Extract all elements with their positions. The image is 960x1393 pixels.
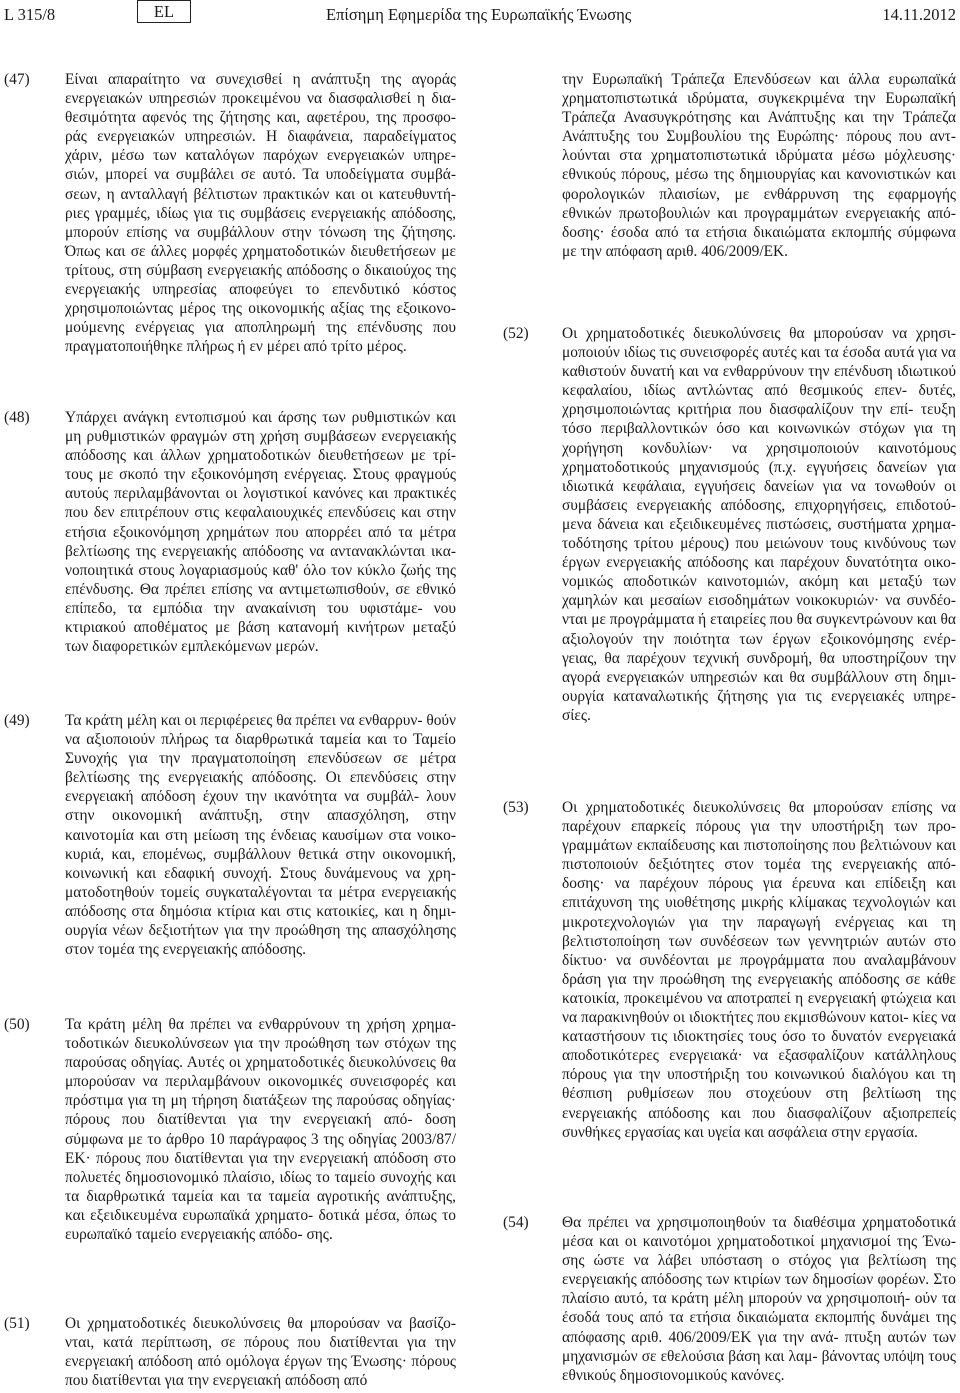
recital-text: Υπάρχει ανάγκη εντοπισμού και άρσης των ρυθμιστικών και μη ρυθμιστικών φραγμών στη χρήση συμβάσεων ενεργειακής απόδοσης και άλλων χρηματοδοτικών διευθετήσεων με τρί- τους με σκοπό την εξοικονόμηση ενέργειας. Στους φραγμούς αυτούς περιλαμβάνονται οι λογιστικοί κανόνες και πρακτικές που δεν επιτρέπουν στις κεφαλαιουχικές επενδύσεις και στην ετήσια εξοικονόμηση χρημάτων που απορρέει από τα μέτρα βελτίωσης της ενεργειακής απόδοσης να αντανακλώνται ικα- νοποιητικά στους λογαριασμούς καθ' όλο τον κύκλο ζωής της επένδυσης. Θα πρέπει επίσης να αντιμετωπισθούν, σε εθνικό επίπεδο, τα εμπόδια την ανακαίνιση του υφιστάμε- νου κτιριακού αποθέματος με βάση κατανομή κινήτρων μεταξύ των διαφορετικών εμπλεκόμενων μερών. <box>65 409 456 656</box>
recital-51 <box>4 1314 456 1390</box>
recital-text: Τα κράτη μέλη θα πρέπει να ενθαρρύνουν τη χρήση χρημα- τοδοτικών διευκολύνσεων για την προώθηση των στόχων της παρούσας οδηγίας. Αυτές οι χρηματοδοτικές διευκολύνσεις θα μπορούσαν να περιλαμβάνουν οικονομικές συνεισφορές και πρόστιμα για τη μη τήρηση διατάξεων της παρούσας οδηγίας· πόρους που διατίθενται για την ενεργειακή από- δοση σύμφωνα με το άρθρο 10 παράγραφος 3 της οδηγίας 2003/87/ΕΚ· πόρους που διατίθενται για την ενεργειακή απόδοση στο πολυετές δημοσιονομικό πλαίσιο, ιδίως το ταμείο συνοχής και τα διαρθρωτικά ταμεία και τα ταμεία αγροτικής ανάπτυξης, και εξειδικευμένα ευρωπαϊκά χρηματο- δοτικά μέσα, όπως το ευρωπαϊκό ταμείο ενεργειακής απόδο- σης. <box>65 1016 456 1244</box>
recital-53 <box>503 798 956 1142</box>
recital-48 <box>4 408 456 656</box>
recital-text: την Ευρωπαϊκή Τράπεζα Επενδύσεων και άλλα ευρωπαϊκά χρηματοπιστωτικά ιδρύματα, συγκεκριμένα την Ευρωπαϊκή Τράπεζα Ανασυγκρότησης και Ανάπτυξης και την Τράπεζα Ανάπτυξης του Συμβουλίου της Ευρώπης· πόρους που αντ- λούνται στα χρηματοπιστωτικά ιδρύματα μέσω μόχλευσης· εθνικούς πόρους, μέσω της δημιουργίας και κανονιστικών και φορολογικών πλαισίων, με ενθάρρυνση της εφαρμογής εθνικών πρωτοβουλιών και προγραμμάτων ενεργειακής από- δοσης· έσοδα από τα ετήσια δικαιώματα εκπομπής σύμφωνα με την απόφαση αριθ. 406/2009/ΕΚ. <box>562 71 956 260</box>
recital-54 <box>503 1213 956 1385</box>
page-number: L 315/8 <box>4 5 56 24</box>
recital-number: (47) <box>4 71 30 88</box>
recital-number: (52) <box>503 325 529 342</box>
recital-47 <box>4 70 456 356</box>
recital-text: Είναι απαραίτητο να συνεχισθεί η ανάπτυξη της αγοράς ενεργειακών υπηρεσιών προκειμένου να διασφαλισθεί η δια- θεσιμότητα αφενός της ζήτησης και, αφετέρου, της προσφο- ράς ενεργειακών υπηρεσιών. Η διαφάνεια, παραδείγματος χάριν, μέσω των καταλόγων παρόχων ενεργειακών υπηρε- σιών, μπορεί να συμβάλει σε αυτό. Τα υποδείγματα συμβά- σεων, η ανταλλαγή βέλτιστων πρακτικών και οι κατευθυντή- ριες γραμμές, ιδίως για τις συμβάσεις ενεργειακής απόδοσης, μπορούν επίσης να συμβάλλουν στην τόνωση της ζήτησης. Όπως και σε άλλες μορφές χρηματοδοτικών διευθετήσεων με τρίτους, στη σύμβαση ενεργειακής απόδοσης ο δικαιούχος της ενεργειακής υπηρεσίας αποφεύγει το επενδυτικό κόστος χρησιμοποιώντας μέρος της οικονομικής αξίας της εξοικονο- μούμενης ενέργειας για αποπληρωμή της επένδυσης που πραγματοποιήθηκε πλήρως ή εν μέρει από τρίτο μέρος. <box>65 71 456 356</box>
recital-text: Θα πρέπει να χρησιμοποιηθούν τα διαθέσιμα χρηματοδοτικά μέσα και οι καινοτόμοι χρηματοδοτικοί μηχανισμοί της Ένω- σης ώστε να λάβει υπόσταση ο στόχος για βελτίωση της ενεργειακής απόδοσης των κτιρίων των δημοσίων φορέων. Στο πλαίσιο αυτό, τα κράτη μέλη μπορούν να χρησιμοποιή- ούν τα έσοδά τους από τα ετήσια δικαιώματα εκπομπής δυνάμει της απόφασης αριθ. 406/2009/ΕΚ για την ανά- πτυξη αυτών των μηχανισμών σε εθελούσια βάση και λαμ- βάνοντας υπόψη τους εθνικούς δημοσιονομικούς κανόνες. <box>562 1214 956 1384</box>
recital-number: (51) <box>4 1315 30 1332</box>
language-code-box: EL <box>137 0 191 23</box>
recital-text: Οι χρηματοδοτικές διευκολύνσεις θα μπορούσαν να βασίζο- νται, κατά περίπτωση, σε πόρους που διατίθενται για την ενεργειακή απόδοση από ομόλογα έργων της Ένωσης· πόρους που διατίθενται για την ενεργειακή απόδοση από <box>65 1315 456 1390</box>
recital-number: (48) <box>4 409 30 426</box>
recital-51-continued <box>503 70 956 261</box>
recital-number: (49) <box>4 712 30 729</box>
recital-50 <box>4 1015 456 1244</box>
recital-49 <box>4 711 456 959</box>
recital-text: Τα κράτη μέλη και οι περιφέρειες θα πρέπει να ενθαρρυν- θούν να αξιοποιούν πλήρως τα διαρθρωτικά ταμεία και το Ταμείο Συνοχής για την πραγματοποίηση επενδύσεων σε μέτρα βελτίωσης της ενεργειακής απόδοσης. Οι επενδύσεις στην ενεργειακή απόδοση έχουν την ικανότητα να συμβάλ- λουν στην οικονομική ανάπτυξη, στην απασχόληση, στην καινοτομία και στη μείωση της ένδειας καυσίμων στα νοικο- κυριά, και, επομένως, συμβάλλουν θετικά στην οικονομική, κοινωνική και εδαφική συνοχή. Στους δυνάμενους να χρη- ματοδοτηθούν τομείς συγκαταλέγονται τα μέτρα ενεργειακής απόδοσης στα δημόσια κτίρια και στις κατοικίες, και η δημι- ουργία νέων δεξιοτήτων για την προώθηση της απασχόλησης στον τομέα της ενεργειακής απόδοσης. <box>65 712 456 959</box>
journal-title: Επίσημη Εφημερίδα της Ευρωπαϊκής Ένωσης <box>326 5 632 24</box>
publication-date: 14.11.2012 <box>882 5 956 24</box>
recital-52 <box>503 324 956 725</box>
page-header <box>0 0 960 30</box>
recital-text: Οι χρηματοδοτικές διευκολύνσεις θα μπορούσαν επίσης να παρέχουν επαρκείς πόρους για την υποστήριξη των προ- γραμμάτων εκπαίδευσης και πιστοποίησης που βελτιώνουν και πιστοποιούν δεξιότητες στον τομέα της ενεργειακής από- δοσης· να παρέχουν πόρους για έρευνα και επίδειξη και επιτάχυνση της υιοθέτησης μικρής κλίμακας τεχνολογιών και μικροτεχνολογιών για την παραγωγή ενέργειας και τη βελτιστοποίηση των συνδέσεων των γεννητριών αυτών στο δίκτυο· να συνδέονται με προγράμματα που αναλαμβάνουν δράση για την προώθηση της ενεργειακής απόδοσης σε κάθε κατοικία, προκειμένου να αποτραπεί η ενεργειακή φτώχεια και να παρακινηθούν οι ιδιοκτήτες που εκμισθώνουν κατοι- κίες να καταστήσουν τις ιδιοκτησίες τους όσο το δυνατόν ενεργειακά αποδοτικότερες ενεργειακά· να εξασφαλίζουν κατάλληλους πόρους για την υποστήριξη του κοινωνικού διαλόγου και τη θέσπιση ρυθμίσεων που στοχεύουν στη βελτίωση της ενεργειακής απόδοσης και που διασφαλίζουν αξιοπρεπείς συνθήκες εργασίας και υγεία και ασφάλεια στην εργασία. <box>562 799 956 1141</box>
recital-number: (53) <box>503 799 529 816</box>
recital-number: (54) <box>503 1214 529 1231</box>
recital-text: Οι χρηματοδοτικές διευκολύνσεις θα μπορούσαν να χρησι- μοποιούν ιδίως τις συνεισφορές αυτές και τα έσοδα αυτά για να καθιστούν δυνατή και να ενθαρρύνουν την επένδυση ιδιωτικού κεφαλαίου, ιδίως αντλώντας από θεσμικούς επεν- δυτές, χρησιμοποιώντας κριτήρια που διασφαλίζουν την επί- τευξη τόσο περιβαλλοντικών όσο και κοινωνικών στόχων για τη χορήγηση κονδυλίων· να χρησιμοποιούν καινοτόμους χρηματοδοτικούς μηχανισμούς (π.χ. εγγυήσεις δανείων για ιδιωτικά κεφάλαια, εγγυήσεις δανείων για να τονωθούν οι συμβάσεις ενεργειακής απόδοσης, επιχορηγήσεις, επιδοτού- μενα δάνεια και εξειδικευμένες πιστώσεις, συστήματα χρημα- τοδότησης τρίτου μέρους) που μειώνουν τους κινδύνους των έργων ενεργειακής απόδοσης και παρέχουν δυνατότητα οικο- νομικώς αποδοτικών καινοτομιών, ακόμη και μεταξύ των χαμηλών και μεσαίων εισοδημάτων νοικοκυριών· να συνδέο- νται με προγράμματα ή εταιρείες που θα συγκεντρώνουν και θα αξιολογούν την ποιότητα των έργων εξοικονόμησης ενέρ- γειας, θα παρέχουν τεχνική συνδρομή, θα υποστηρίζουν την αγορά ενεργειακών υπηρεσιών και θα συμβάλλουν στη δημι- ουργία καταναλωτικής ζήτησης για τις ενεργειακές υπηρε- σίες. <box>562 325 956 724</box>
recital-number: (50) <box>4 1016 30 1033</box>
